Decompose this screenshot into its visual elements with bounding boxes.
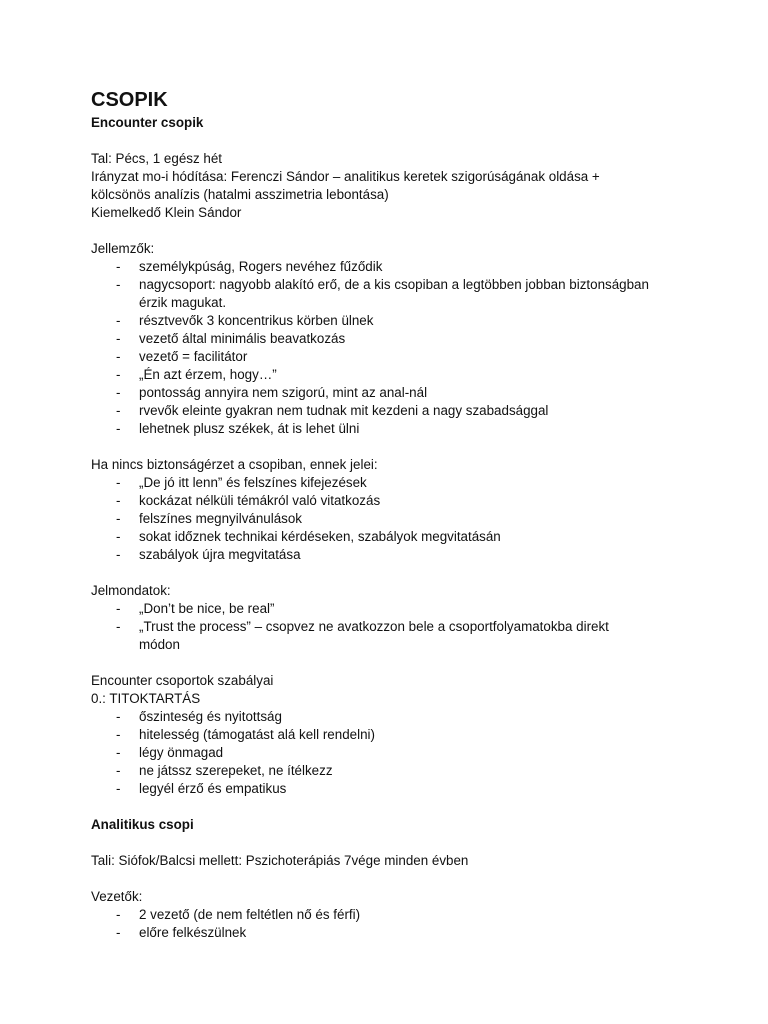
list-item [91,924,691,942]
list-dash: - [116,781,121,796]
list-item [91,906,691,924]
document-page [91,88,691,942]
list-dash: - [116,511,121,526]
list-item-text: előre felkészülnek [139,925,247,940]
list-item-text: személykpúság, Rogers nevéhez fűződik [139,259,383,274]
list-item [91,708,691,726]
intro-line: Tal: Pécs, 1 egész hét [91,151,223,166]
list-dash: - [116,421,121,436]
analitikus-tali: Tali: Siófok/Balcsi mellett: Pszichoterápiás 7vége minden évben [91,853,469,868]
document-subtitle: Encounter csopik [91,115,204,130]
list-item [91,312,691,330]
list-item [91,402,691,420]
list-item [91,420,691,438]
list-item-text: vezető által minimális beavatkozás [139,331,346,346]
list-dash: - [116,277,121,292]
document-title: CSOPIK [91,89,168,111]
list-item-text: érzik magukat. [139,295,227,310]
list-item-text: szabályok újra megvitatása [139,547,301,562]
biztonsag-list [91,474,691,564]
intro-line: kölcsönös analízis (hatalmi asszimetria lebontása) [91,187,389,202]
list-item [91,258,691,276]
list-item-text: hitelesség (támogatást alá kell rendelni) [139,727,375,742]
list-dash: - [116,313,121,328]
list-dash: - [116,601,121,616]
list-dash: - [116,331,121,346]
jellemzok-heading: Jellemzők: [91,241,155,256]
list-item [91,546,691,564]
list-item-text: felszínes megnyilvánulások [139,511,303,526]
list-dash: - [116,385,121,400]
list-item [91,618,691,654]
list-dash: - [116,259,121,274]
list-item [91,366,691,384]
szabalyok-list [91,708,691,798]
biztonsag-heading: Ha nincs biztonságérzet a csopiban, ennek jelei: [91,457,378,472]
list-item-text: „Trust the process” – csopvez ne avatkozzon bele a csoportfolyamatokba direkt [139,619,609,634]
list-item-text: sokat időznek technikai kérdéseken, szabályok megvitatásán [139,529,501,544]
list-item [91,726,691,744]
list-item-text: 2 vezető (de nem feltétlen nő és férfi) [139,907,361,922]
list-item-text: kockázat nélküli témákról való vitatkozás [139,493,381,508]
list-dash: - [116,907,121,922]
list-dash: - [116,763,121,778]
jelmondatok-heading: Jelmondatok: [91,583,171,598]
list-item-text: légy önmagad [139,745,224,760]
list-item-text: „De jó itt lenn” és felszínes kifejezések [139,475,367,490]
szabalyok-subheading: 0.: TITOKTARTÁS [91,691,201,706]
list-item-text: „Don’t be nice, be real” [139,601,275,616]
intro-line: Irányzat mo-i hódítása: Ferenczi Sándor – analitikus keretek szigorúságának oldása + [91,169,600,184]
analitikus-heading: Analitikus csopi [91,817,194,832]
list-item-text: pontosság annyira nem szigorú, mint az anal-nál [139,385,428,400]
list-item [91,384,691,402]
list-item [91,492,691,510]
list-item [91,474,691,492]
list-item-text: vezető = facilitátor [139,349,248,364]
list-dash: - [116,727,121,742]
list-dash: - [116,925,121,940]
list-item-text: lehetnek plusz székek, át is lehet ülni [139,421,360,436]
list-item [91,276,691,312]
list-item-text: ne játssz szerepeket, ne ítélkezz [139,763,333,778]
list-dash: - [116,403,121,418]
list-item-text: résztvevők 3 koncentrikus körben ülnek [139,313,374,328]
vezetok-list [91,906,691,942]
vezetok-heading: Vezetők: [91,889,143,904]
szabalyok-heading: Encounter csoportok szabályai [91,673,274,688]
list-item-text: rvevők eleinte gyakran nem tudnak mit kezdeni a nagy szabadsággal [139,403,549,418]
list-item-text: módon [139,637,180,652]
list-dash: - [116,529,121,544]
list-dash: - [116,367,121,382]
list-item [91,510,691,528]
list-item [91,762,691,780]
list-dash: - [116,745,121,760]
list-dash: - [116,475,121,490]
jelmondatok-list [91,600,691,654]
list-item [91,330,691,348]
jellemzok-list [91,258,691,438]
list-item [91,780,691,798]
list-item [91,348,691,366]
list-item [91,528,691,546]
intro-line: Kiemelkedő Klein Sándor [91,205,242,220]
list-dash: - [116,493,121,508]
list-item-text: „Én azt érzem, hogy…” [139,367,277,382]
list-item-text: legyél érző és empatikus [139,781,287,796]
list-item-text: őszinteség és nyitottság [139,709,282,724]
list-dash: - [116,547,121,562]
list-dash: - [116,349,121,364]
list-dash: - [116,709,121,724]
list-item-text: nagycsoport: nagyobb alakító erő, de a kis csopiban a legtöbben jobban biztonságban [139,277,649,292]
list-item [91,744,691,762]
list-dash: - [116,619,121,634]
list-item [91,600,691,618]
